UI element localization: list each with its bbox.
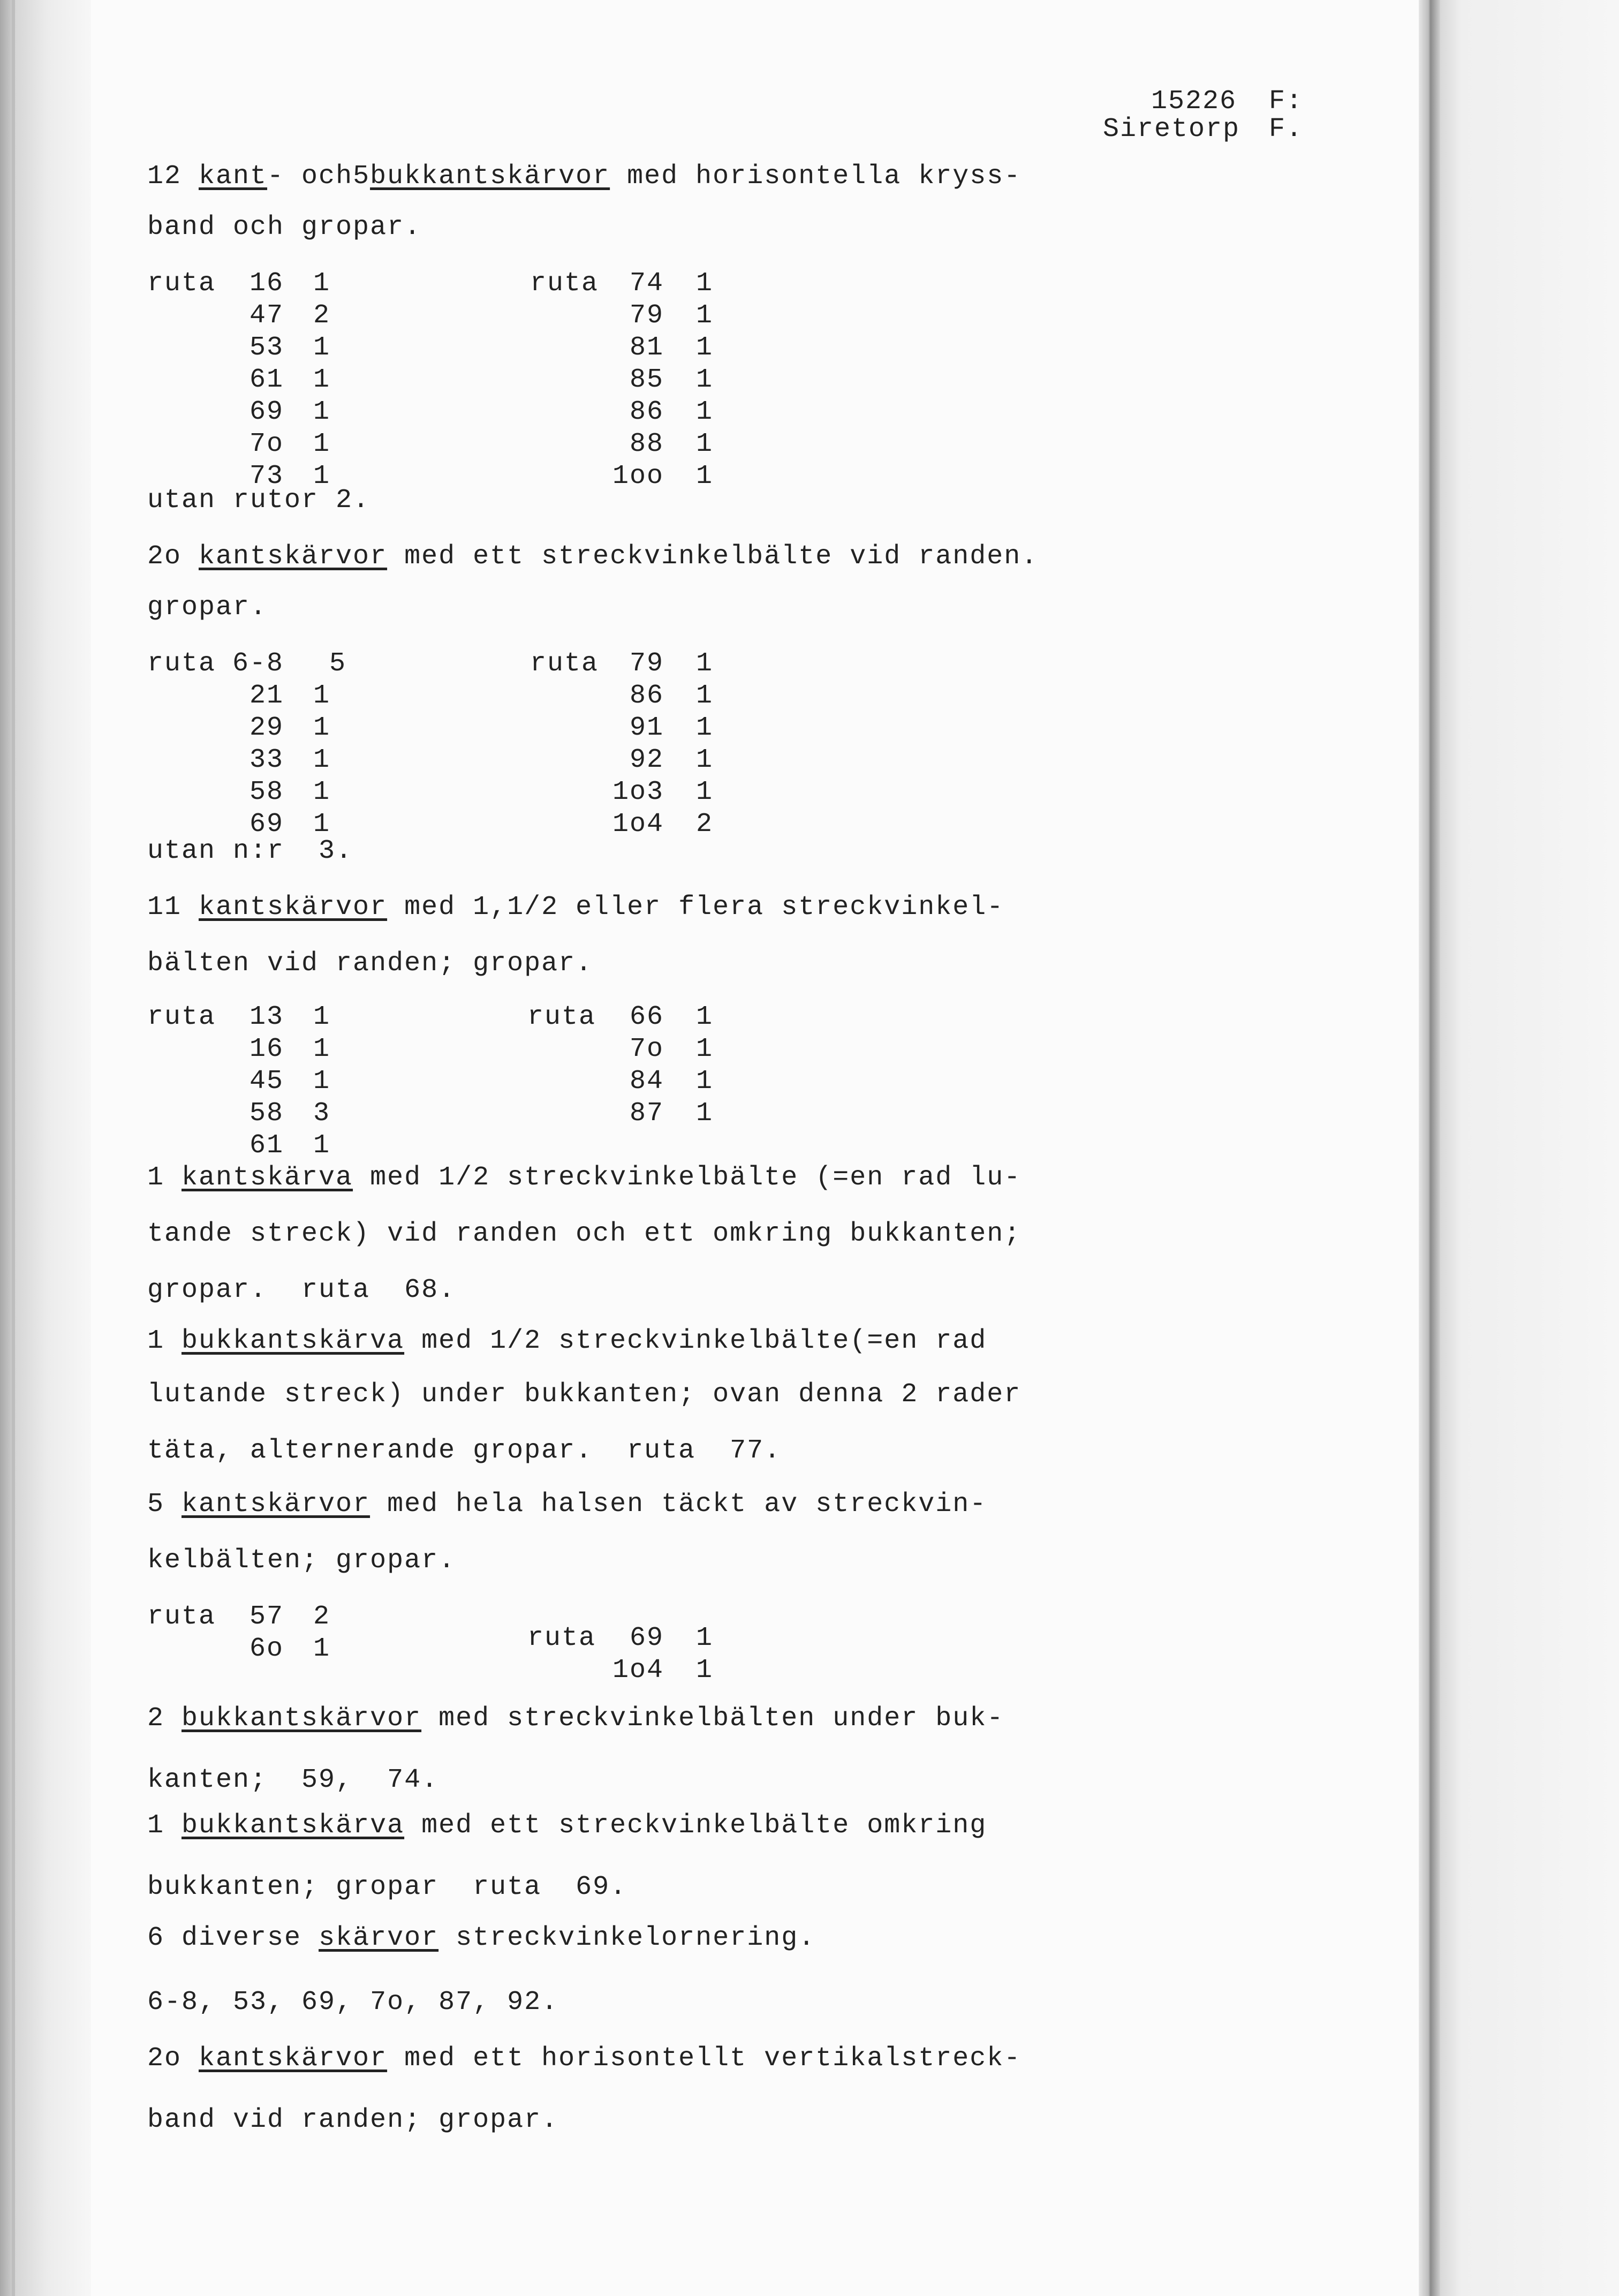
table-3-left-label: ruta (147, 1002, 216, 1032)
table-1-left-nums: 16 47 53 61 69 7o 73 (249, 268, 284, 492)
section-9-line-1: 6 diverse skärvor streckvinkelornering. (147, 1923, 816, 1953)
table-3-left-counts: 1 1 1 3 1 (313, 1002, 331, 1161)
table-3-right-counts: 1 1 1 1 (696, 1002, 714, 1129)
table-1-right-label: ruta (530, 268, 599, 299)
page-edge-shadow (1440, 0, 1619, 2296)
section-8-line-1: 1 bukkantskärva med ett streckvinkelbälte omkring (147, 1810, 987, 1841)
section-1-line-1: 12 kant- och5bukkantskärvor med horisontella kryss- (147, 161, 1022, 192)
section-5-line-2: lutande streck) under bukkanten; ovan denna 2 rader (147, 1379, 1022, 1410)
table-1-right-counts: 1 1 1 1 1 1 1 (696, 268, 714, 492)
section-9-line-2: 6-8, 53, 69, 7o, 87, 92. (147, 1987, 559, 2018)
header-place: Siretorp (1103, 114, 1240, 145)
section-2-line-2: gropar. (147, 592, 268, 623)
section-1-line-2: band och gropar. (147, 212, 422, 243)
section-4-line-3: gropar. ruta 68. (147, 1275, 456, 1305)
note-2: utan n:r 3. (147, 836, 353, 866)
header-suffix1: F: (1269, 86, 1304, 117)
section-8-line-2: bukkanten; gropar ruta 69. (147, 1872, 627, 1902)
table-1-right-nums: 74 79 81 85 86 88 1oo (612, 268, 664, 492)
section-3-line-1: 11 kantskärvor med 1,1/2 eller flera streckvinkel- (147, 892, 1004, 923)
table-1-left-counts: 1 2 1 1 1 1 1 (313, 268, 331, 492)
table-3-right-nums: 66 7o 84 87 (629, 1002, 664, 1129)
table-2-left-nums: 6-8 21 29 33 58 69 (232, 648, 284, 840)
table-2-left-counts: 5 (329, 648, 347, 679)
table-6-right-counts: 1 1 (696, 1623, 714, 1686)
section-10-line-2: band vid randen; gropar. (147, 2105, 559, 2135)
section-4-line-2: tande streck) vid randen och ett omkring bukkanten; (147, 1219, 1022, 1249)
section-7-line-1: 2 bukkantskärvor med streckvinkelbälten under buk- (147, 1703, 1004, 1734)
page-edge (1419, 0, 1440, 2296)
table-6-left-label: ruta (147, 1602, 216, 1632)
section-7-line-2: kanten; 59, 74. (147, 1765, 439, 1795)
table-2-left-label: ruta (147, 648, 216, 679)
section-5-line-3: täta, alternerande gropar. ruta 77. (147, 1436, 782, 1466)
table-3-right-label: ruta (527, 1002, 596, 1032)
header-number: 15226 (1151, 86, 1237, 117)
section-6-line-2: kelbälten; gropar. (147, 1545, 456, 1576)
section-4-line-1: 1 kantskärva med 1/2 streckvinkelbälte (=en rad lu- (147, 1162, 1022, 1193)
table-2-right-nums: 79 86 91 92 1o3 1o4 (612, 648, 664, 840)
note-1: utan rutor 2. (147, 485, 370, 516)
section-2-line-1: 2o kantskärvor med ett streckvinkelbälte vid randen. (147, 541, 1039, 572)
table-1-left-label: ruta (147, 268, 216, 299)
table-2-right-label: ruta (530, 648, 599, 679)
table-2-right-counts: 1 1 1 1 1 2 (696, 648, 714, 840)
section-5-line-1: 1 bukkantskärva med 1/2 streckvinkelbälte(=en rad (147, 1326, 987, 1356)
table-6-left-nums: 57 6o (249, 1602, 284, 1664)
table-6-right-label: ruta (527, 1623, 596, 1653)
section-3-line-2: bälten vid randen; gropar. (147, 948, 593, 979)
binding-line (12, 0, 15, 2296)
table-2-left-counts-rest: 1 1 1 1 1 (313, 681, 331, 840)
header-suffix2: F. (1269, 114, 1304, 145)
table-3-left-nums: 13 16 45 58 61 (249, 1002, 284, 1161)
table-6-left-counts: 2 1 (313, 1602, 331, 1664)
section-6-line-1: 5 kantskärvor med hela halsen täckt av streckvin- (147, 1489, 987, 1520)
section-10-line-1: 2o kantskärvor med ett horisontellt vertikalstreck- (147, 2043, 1022, 2074)
table-6-right-nums: 69 1o4 (612, 1623, 664, 1686)
